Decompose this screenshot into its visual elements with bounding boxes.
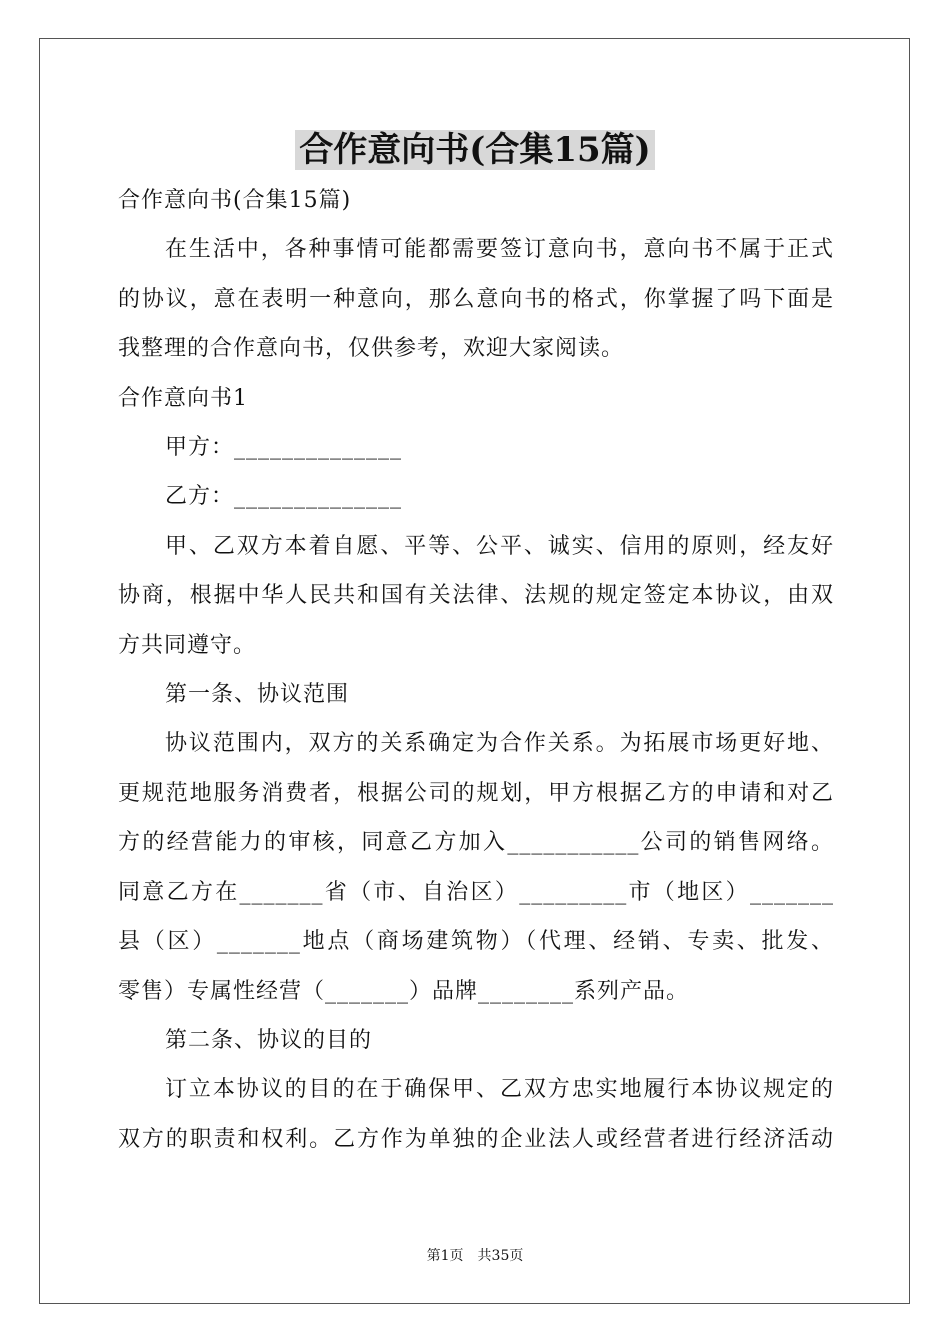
paragraph-line: 订立本协议的目的在于确保甲、乙双方忠实地履行本协议规定的 — [165, 1077, 834, 1103]
article-heading: 第二条、协议的目的 — [165, 1027, 373, 1053]
paragraph-line: 在生活中，各种事情可能都需要签订意向书，意向书不属于正式 — [165, 237, 834, 263]
section-heading: 合作意向书1 — [118, 385, 248, 411]
paragraph-line: 甲、乙双方本着自愿、平等、公平、诚实、信用的原则，经友好 — [165, 533, 834, 559]
paragraph-line: 的协议，意在表明一种意向，那么意向书的格式，你掌握了吗下面是 — [118, 286, 834, 312]
paragraph-line: 县（区）_______地点（商场建筑物）（代理、经销、专卖、批发、 — [118, 929, 834, 955]
paragraph-line: 更规范地服务消费者，根据公司的规划，甲方根据乙方的申请和对乙 — [118, 780, 834, 806]
document-title: 合作意向书(合集15篇) — [0, 128, 950, 172]
subtitle-line: 合作意向书(合集15篇) — [118, 188, 352, 213]
party-a-line: 甲方：______________ — [165, 435, 403, 461]
paragraph-line: 方共同遵守。 — [118, 632, 257, 658]
paragraph-line: 双方的职责和权利。乙方作为单独的企业法人或经营者进行经济活动 — [118, 1126, 834, 1152]
paragraph-line: 协商，根据中华人民共和国有关法律、法规的规定签定本协议，由双 — [118, 583, 834, 609]
paragraph-line: 同意乙方在_______省（市、自治区）_________市（地区）_______ — [118, 879, 834, 905]
paragraph-line: 方的经营能力的审核，同意乙方加入___________公司的销售网络。 — [118, 830, 834, 856]
paragraph-line: 我整理的合作意向书，仅供参考，欢迎大家阅读。 — [118, 336, 625, 362]
article-heading: 第一条、协议范围 — [165, 682, 350, 708]
party-b-line: 乙方：______________ — [165, 484, 403, 510]
paragraph-line: 零售）专属性经营（_______）品牌________系列产品。 — [118, 978, 690, 1004]
page-footer: 第1页 共35页 — [426, 1248, 524, 1264]
document-body — [118, 176, 834, 1164]
paragraph-line: 协议范围内，双方的关系确定为合作关系。为拓展市场更好地、 — [165, 731, 834, 757]
